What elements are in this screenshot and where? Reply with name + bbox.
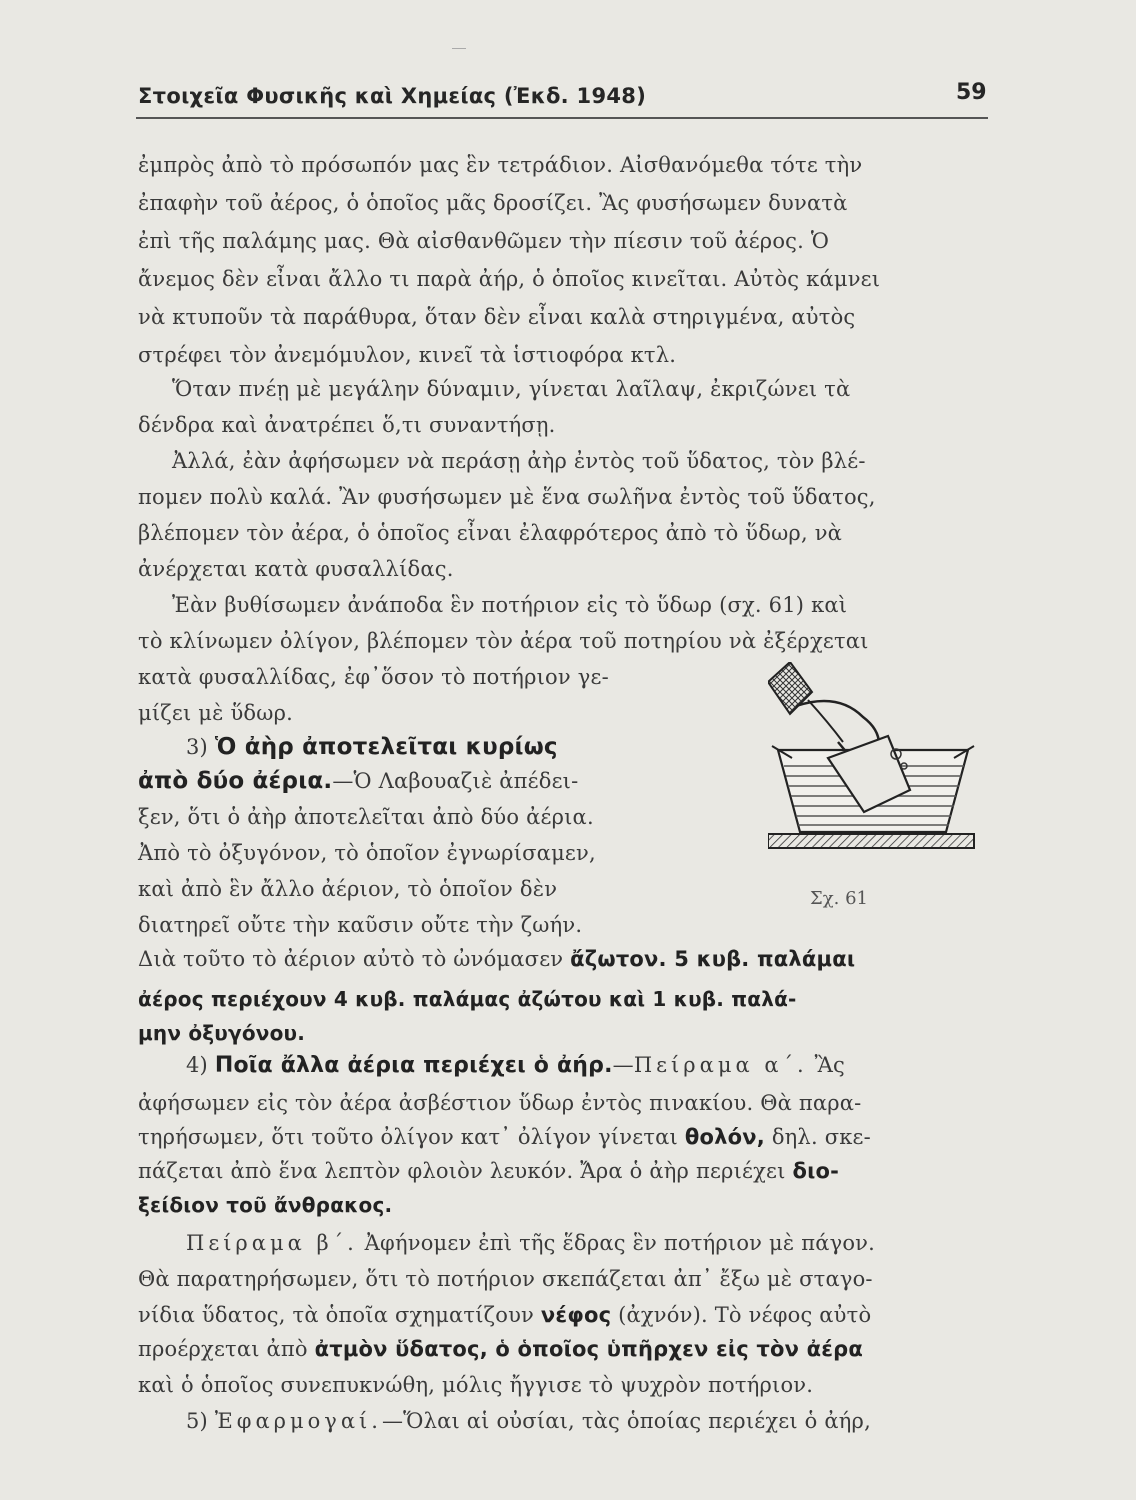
text-line [186, 1228, 875, 1258]
text-line: Θὰ παρατηρήσωμεν, ὅτι τὸ ποτήριον σκεπάζεται ἀπ᾽ ἔξω μὲ σταγο- [138, 1267, 873, 1291]
section-heading: ἀπὸ δύο ἀέρια. [138, 768, 333, 794]
bold-text: νέφος [540, 1303, 612, 1327]
inline-text: (ἀχνόν). Τὸ νέφος αὐτὸ [618, 1303, 872, 1327]
text-line [138, 1122, 871, 1152]
inline-text: —Ὅλαι αἱ οὐσίαι, τὰς ὁποίας περιέχει ὁ ἀήρ, [381, 1409, 871, 1433]
bold-line: ξείδιον τοῦ ἄνθρακος. [138, 1193, 393, 1217]
text-line [138, 944, 855, 974]
text-line: διατηρεῖ οὔτε τὴν καῦσιν οὔτε τὴν ζωήν. [138, 913, 583, 937]
section-number: 5) [186, 1409, 208, 1433]
section-heading: Ὁ ἀὴρ ἀποτελεῖται κυρίως [214, 734, 558, 760]
top-mark [452, 48, 466, 49]
text-line [138, 1300, 871, 1330]
text-line: κατὰ φυσαλλίδας, ἐφ᾽ὅσον τὸ ποτήριον γε- [138, 665, 609, 689]
inline-text: τηρήσωμεν, ὅτι τοῦτο ὀλίγον κατ᾽ ὀλίγον γίνεται [138, 1125, 678, 1149]
bold-line: μην ὀξυγόνου. [138, 1021, 306, 1045]
bold-text: ἀτμὸν ὕδατος, ὁ ὁποῖος ὑπῆρχεν εἰς τὸν ἀέρα [314, 1337, 864, 1361]
bold-line: ἀέρος περιέχουν 4 κυβ. παλάμας ἀζώτου καὶ 1 κυβ. παλά- [138, 987, 797, 1011]
text-line: μίζει μὲ ὕδωρ. [138, 701, 293, 725]
inline-text: πάζεται ἀπὸ ἕνα λεπτὸν φλοιὸν λευκόν. Ἄρα ὁ ἀὴρ περιέχει [138, 1159, 786, 1183]
figure-caption: Σχ. 61 [810, 888, 868, 909]
text-line: πομεν πολὺ καλά. Ἂν φυσήσωμεν μὲ ἕνα σωλῆνα ἐντὸς τοῦ ὕδατος, [138, 485, 876, 509]
text-line: δένδρα καὶ ἀνατρέπει ὅ,τι συναντήσῃ. [138, 413, 556, 437]
experiment-label: Πείραμα α΄. [633, 1053, 808, 1077]
inline-text: προέρχεται ἀπὸ [138, 1337, 308, 1361]
inline-text: Διὰ τοῦτο τὸ ἀέριον αὐτὸ τὸ ὠνόμασεν [138, 947, 564, 971]
text-line [138, 766, 578, 796]
glass-in-water-illustration [768, 662, 978, 882]
section-3-heading [186, 732, 558, 762]
bold-text: ἄζωτον. 5 κυβ. παλάμαι [570, 947, 856, 971]
text-line: ξεν, ὅτι ὁ ἀὴρ ἀποτελεῖται ἀπὸ δύο ἀέρια. [138, 805, 594, 829]
text-line: ἀνέρχεται κατὰ φυσαλλίδας. [138, 557, 454, 581]
section-5-heading [186, 1406, 871, 1436]
text-line: βλέπομεν τὸν ἀέρα, ὁ ὁποῖος εἶναι ἐλαφρότερος ἀπὸ τὸ ὕδωρ, νὰ [138, 521, 843, 545]
text-line: ἐμπρὸς ἀπὸ τὸ πρόσωπόν μας ἓν τετράδιον. Αἰσθανόμεθα τότε τὴν [138, 153, 863, 177]
text-line: Ἀλλά, ἐὰν ἀφήσωμεν νὰ περάσῃ ἀὴρ ἐντὸς τοῦ ὕδατος, τὸν βλέ- [172, 449, 866, 473]
section-label: Ἐφαρμογαί. [214, 1409, 382, 1433]
inline-text: νίδια ὕδατος, τὰ ὁποῖα σχηματίζουν [138, 1303, 535, 1327]
section-heading: Ποῖα ἄλλα ἀέρια περιέχει ὁ ἀήρ. [214, 1053, 613, 1078]
bold-text: θολόν, [684, 1125, 765, 1149]
text-line: Ἀπὸ τὸ ὀξυγόνον, τὸ ὁποῖον ἐγνωρίσαμεν, [138, 841, 596, 865]
page-number: 59 [956, 80, 987, 105]
text-line: ἐπαφὴν τοῦ ἀέρος, ὁ ὁποῖος μᾶς δροσίζει. Ἂς φυσήσωμεν δυνατὰ [138, 191, 848, 215]
arm-line [808, 700, 843, 742]
text-line: καὶ ὁ ὁποῖος συνεπυκνώθη, μόλις ἤγγισε τὸ ψυχρὸν ποτήριον. [138, 1373, 814, 1397]
section-number: 3) [186, 735, 208, 759]
text-line: τὸ κλίνωμεν ὀλίγον, βλέπομεν τὸν ἀέρα τοῦ ποτηρίου νὰ ἐξέρχεται [138, 629, 869, 653]
inline-text: —Ὁ Λαβουαζιὲ ἀπέδει- [332, 769, 579, 793]
dash: — [612, 1053, 634, 1077]
inline-text: Ἂς [814, 1053, 845, 1077]
text-line [138, 1156, 839, 1186]
bold-text: διο- [792, 1159, 840, 1183]
text-line: Ἐὰν βυθίσωμεν ἀνάποδα ἓν ποτήριον εἰς τὸ ὕδωρ (σχ. 61) καὶ [172, 593, 848, 617]
inline-text: δηλ. σκε- [771, 1125, 871, 1149]
experiment-label: Πείραμα β΄. [186, 1231, 358, 1255]
text-line: νὰ κτυποῦν τὰ παράθυρα, ὅταν δὲν εἶναι καλὰ στηριγμένα, αὐτὸς [138, 305, 856, 329]
section-4-heading [186, 1050, 845, 1081]
running-header: Στοιχεῖα Φυσικῆς καὶ Χημείας (Ἐκδ. 1948) [138, 84, 647, 108]
text-line: ἄνεμος δὲν εἶναι ἄλλο τι παρὰ ἀήρ, ὁ ὁποῖος κινεῖται. Αὐτὸς κάμνει [138, 267, 881, 291]
text-line: στρέφει τὸν ἀνεμόμυλον, κινεῖ τὰ ἱστιοφόρα κτλ. [138, 343, 677, 367]
sleeve-cuff [768, 662, 812, 714]
text-line: ἐπὶ τῆς παλάμης μας. Θὰ αἰσθανθῶμεν τὴν πίεσιν τοῦ ἀέρος. Ὁ [138, 229, 830, 253]
header-rule [136, 117, 988, 119]
section-number: 4) [186, 1053, 208, 1077]
base-stand [768, 834, 974, 848]
inline-text: Ἀφήνομεν ἐπὶ τῆς ἕδρας ἓν ποτήριον μὲ πάγον. [364, 1231, 876, 1255]
text-line [138, 1334, 863, 1364]
text-line: Ὅταν πνέῃ μὲ μεγάλην δύναμιν, γίνεται λαῖλαψ, ἐκριζώνει τὰ [172, 377, 851, 401]
text-line: καὶ ἀπὸ ἓν ἄλλο ἀέριον, τὸ ὁποῖον δὲν [138, 877, 558, 901]
text-line: ἀφήσωμεν εἰς τὸν ἀέρα ἀσβέστιον ὕδωρ ἐντὸς πινακίου. Θὰ παρα- [138, 1091, 862, 1115]
